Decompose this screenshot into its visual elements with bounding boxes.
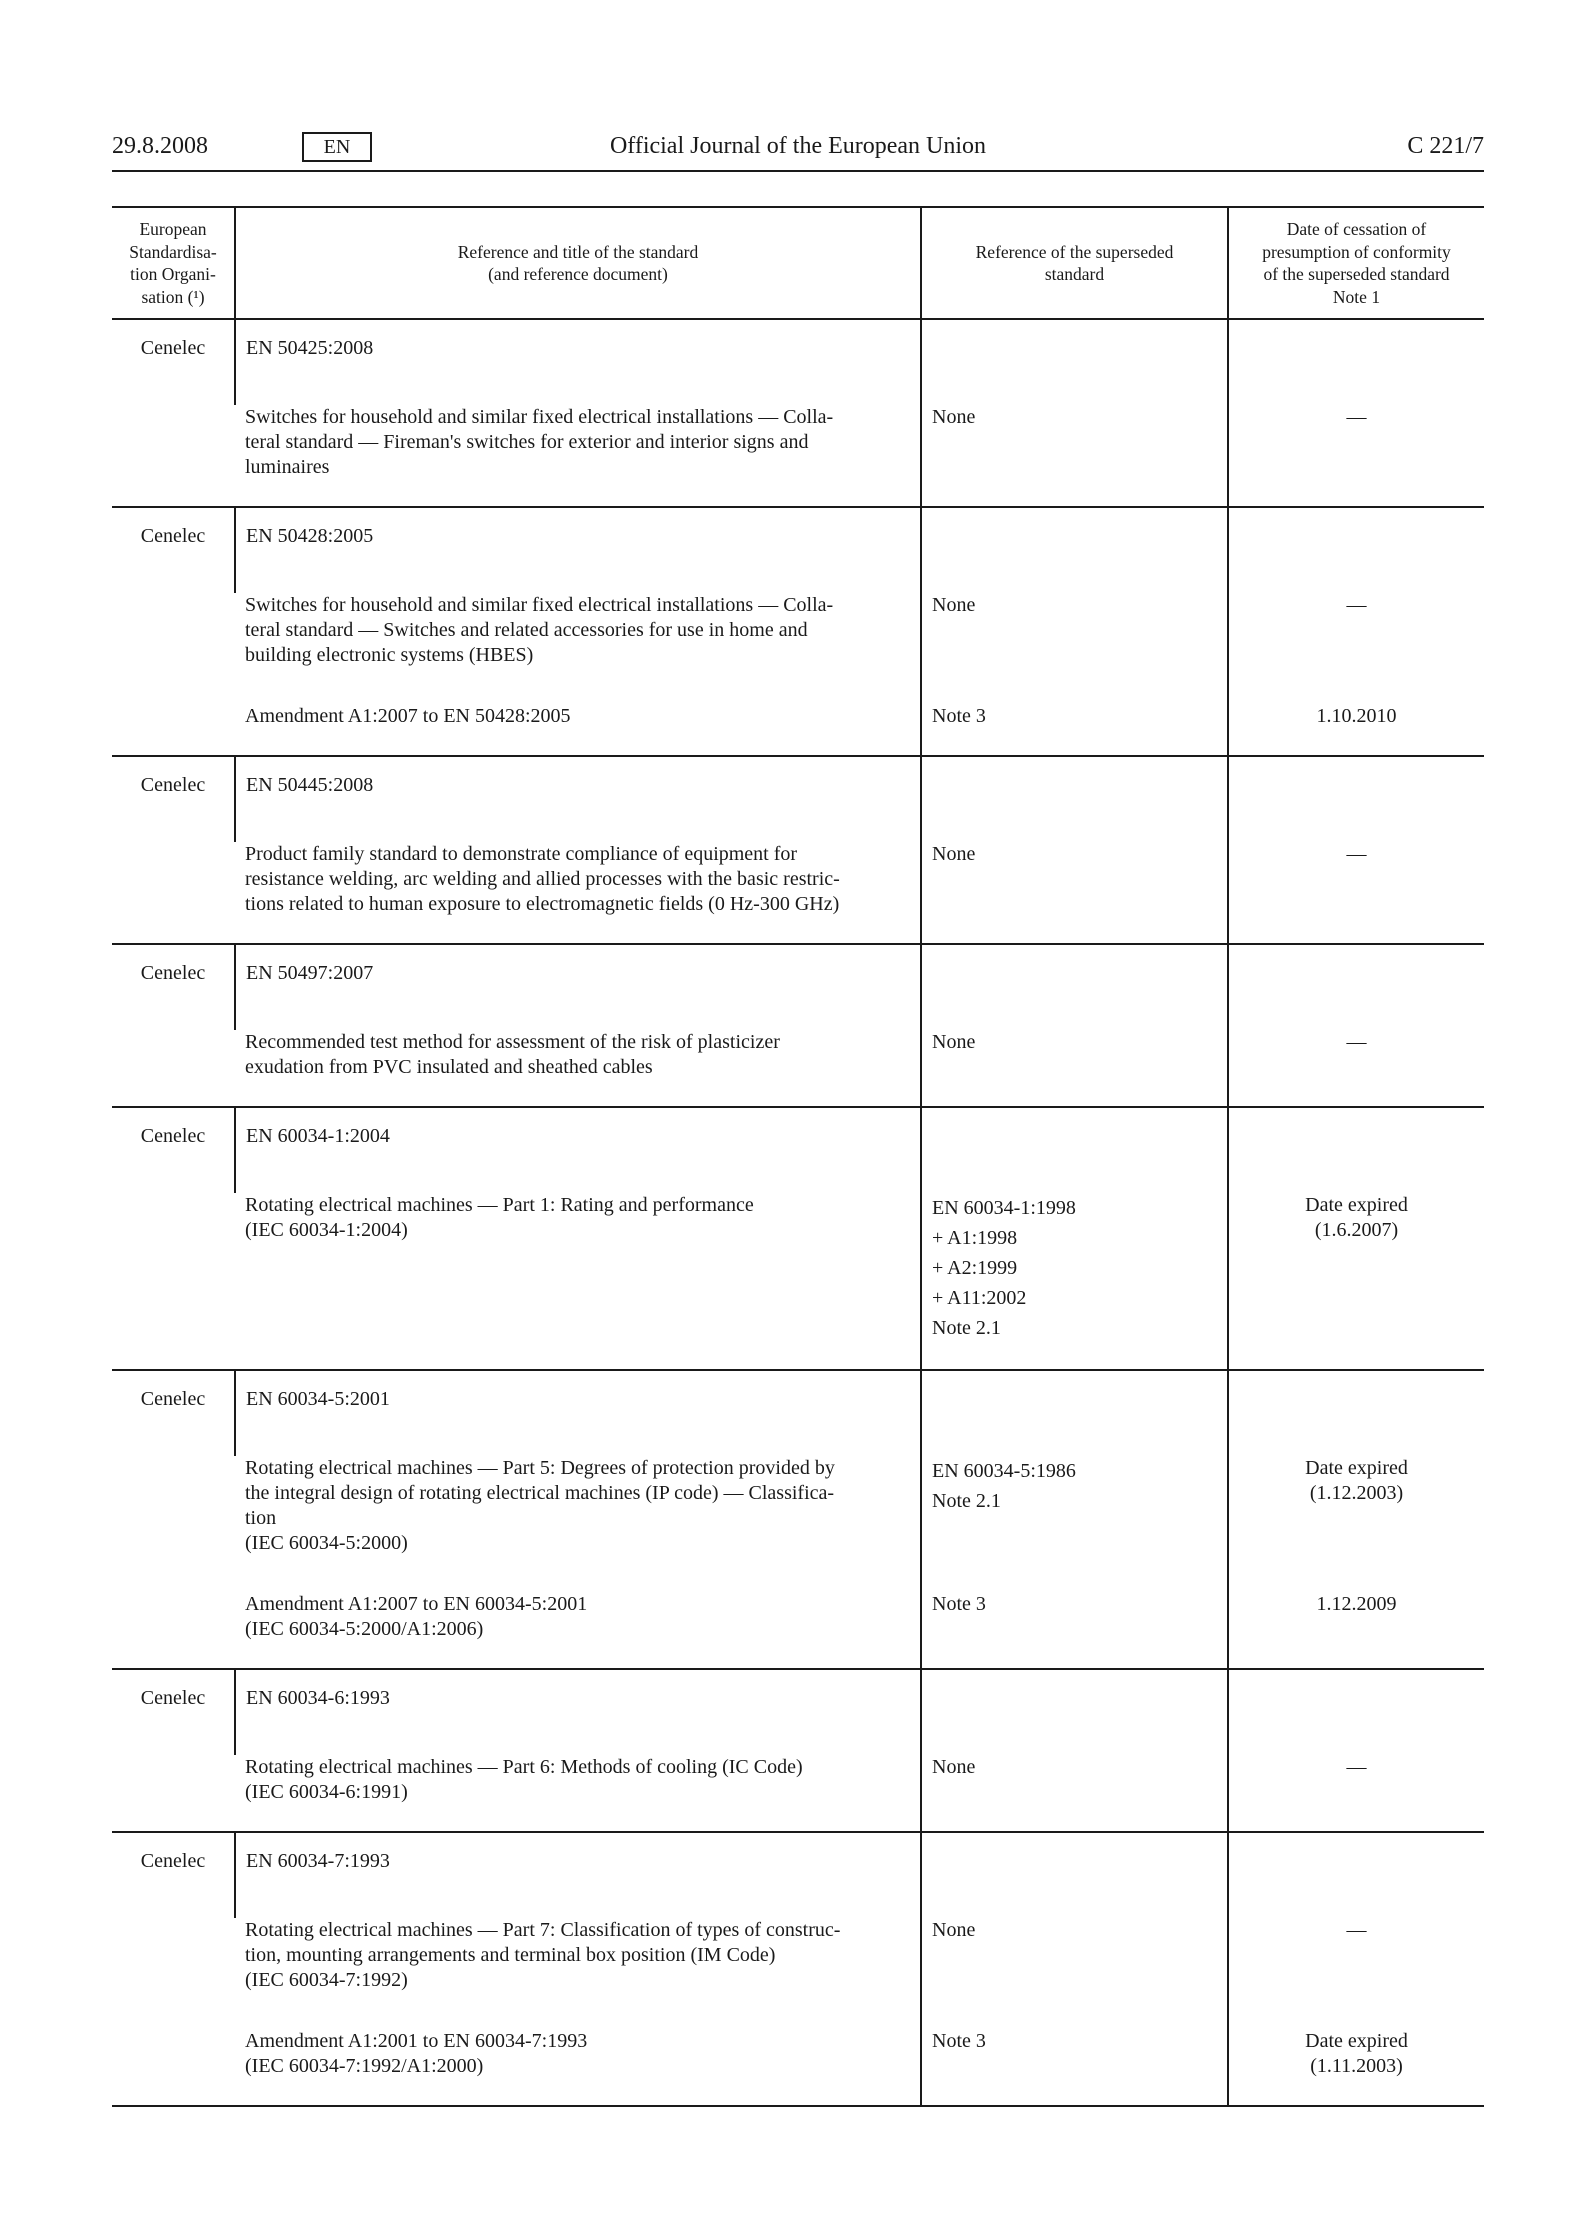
- date-line: —: [1346, 594, 1367, 616]
- empty-cell: [1228, 1669, 1484, 1755]
- organisation-cell: Cenelec: [112, 756, 235, 944]
- standard-reference: EN 50425:2008: [235, 319, 921, 405]
- title-line: (IEC 60034-1:2004): [245, 1219, 408, 1241]
- column-header-lines: Date of cessation of presumption of conformity of the superseded standard Note 1: [1262, 219, 1451, 307]
- superseded-line: Note 3: [932, 1593, 986, 1615]
- column-header-superseded: [921, 207, 1228, 319]
- title-line: exudation from PVC insulated and sheathed cables: [245, 1056, 653, 1078]
- title-line: (IEC 60034-6:1991): [245, 1781, 408, 1803]
- organisation-cell: Cenelec: [112, 507, 235, 756]
- table-row: [112, 1456, 1484, 1592]
- table-row: [112, 1918, 1484, 2029]
- date-line: (1.12.2003): [1309, 1482, 1404, 1504]
- organisation-cell: Cenelec: [112, 1370, 235, 1669]
- column-header-reference: [235, 207, 921, 319]
- table-row: [112, 2029, 1484, 2106]
- empty-cell: [1228, 944, 1484, 1030]
- title-line: Rotating electrical machines — Part 6: Methods of cooling (IC Code): [245, 1756, 803, 1778]
- title-line: Rotating electrical machines — Part 1: Rating and performance: [245, 1194, 754, 1216]
- title-line: Switches for household and similar fixed electrical installations — Colla-: [245, 594, 834, 616]
- empty-cell: [921, 756, 1228, 842]
- superseded-line: None: [932, 1756, 976, 1778]
- running-header: [112, 128, 1484, 168]
- journal-title: Official Journal of the European Union: [609, 133, 987, 159]
- superseded-standard: [921, 1456, 1228, 1592]
- title-line: building electronic systems (HBES): [245, 644, 534, 666]
- standard-title: [235, 1918, 921, 2029]
- empty-cell: [1228, 1832, 1484, 1918]
- organisation-cell: Cenelec: [112, 1107, 235, 1370]
- publication-date: 29.8.2008: [112, 133, 208, 159]
- title-line: luminaires: [245, 456, 330, 478]
- organisation-cell: Cenelec: [112, 1669, 235, 1832]
- empty-cell: [921, 1832, 1228, 1918]
- standard-title: [235, 1592, 921, 1669]
- superseded-standard: [921, 1755, 1228, 1832]
- superseded-standard: [921, 593, 1228, 704]
- table-row: [112, 1193, 1484, 1370]
- table-row: [112, 1592, 1484, 1669]
- date-line: —: [1346, 843, 1367, 865]
- empty-cell: [921, 1107, 1228, 1193]
- title-line: the integral design of rotating electrical machines (IP code) — Classifica-: [245, 1482, 835, 1504]
- standard-reference: EN 60034-1:2004: [235, 1107, 921, 1193]
- table-header-row: [112, 207, 1484, 319]
- cessation-date: [1228, 1456, 1484, 1592]
- title-line: Rotating electrical machines — Part 7: Classification of types of construc-: [245, 1919, 841, 1941]
- cessation-date: [1228, 1918, 1484, 2029]
- title-line: (IEC 60034-5:2000/A1:2006): [245, 1618, 484, 1640]
- standard-reference: EN 50497:2007: [235, 944, 921, 1030]
- superseded-standard: [921, 1592, 1228, 1669]
- table-row: [112, 1370, 1484, 1456]
- superseded-line: None: [932, 406, 976, 428]
- table-body: [112, 319, 1484, 2106]
- table-row: [112, 1030, 1484, 1107]
- superseded-line: + A2:1999: [932, 1257, 1018, 1279]
- cessation-date: [1228, 1755, 1484, 1832]
- organisation-cell: Cenelec: [112, 1832, 235, 2106]
- table-row: [112, 1669, 1484, 1755]
- empty-cell: [921, 944, 1228, 1030]
- column-header-organisation: [112, 207, 235, 319]
- superseded-line: None: [932, 1919, 976, 1941]
- superseded-standard: [921, 2029, 1228, 2106]
- organisation-cell: Cenelec: [112, 319, 235, 507]
- superseded-line: None: [932, 843, 976, 865]
- cessation-date: [1228, 1592, 1484, 1669]
- table-row: [112, 756, 1484, 842]
- language-box: EN: [302, 132, 372, 162]
- empty-cell: [921, 507, 1228, 593]
- empty-cell: [1228, 1107, 1484, 1193]
- empty-cell: [921, 1669, 1228, 1755]
- superseded-line: + A1:1998: [932, 1227, 1018, 1249]
- title-line: (IEC 60034-7:1992): [245, 1969, 408, 1991]
- column-header-lines: European Standardisa- tion Organi- sation (¹): [129, 219, 217, 307]
- title-line: tion, mounting arrangements and terminal box position (IM Code): [245, 1944, 776, 1966]
- table-row: [112, 1755, 1484, 1832]
- table-row: [112, 1832, 1484, 1918]
- table-row: [112, 704, 1484, 756]
- title-line: Switches for household and similar fixed electrical installations — Colla-: [245, 406, 834, 428]
- column-header-cessation-date: [1228, 207, 1484, 319]
- cessation-date: [1228, 842, 1484, 944]
- date-line: —: [1346, 1031, 1367, 1053]
- superseded-line: Note 2.1: [932, 1317, 1001, 1339]
- date-line: (1.6.2007): [1314, 1219, 1399, 1241]
- standard-title: [235, 1755, 921, 1832]
- cessation-date: [1228, 593, 1484, 704]
- column-header-lines: Reference and title of the standard (and reference document): [457, 241, 699, 284]
- cessation-date: [1228, 704, 1484, 756]
- standard-reference: EN 60034-5:2001: [235, 1370, 921, 1456]
- title-line: resistance welding, arc welding and allied processes with the basic restric-: [245, 868, 840, 890]
- superseded-line: None: [932, 594, 976, 616]
- superseded-standard: [921, 1030, 1228, 1107]
- standard-reference: EN 60034-6:1993: [235, 1669, 921, 1755]
- page-number: C 221/7: [1407, 133, 1484, 159]
- table-row: [112, 944, 1484, 1030]
- title-line: (IEC 60034-5:2000): [245, 1532, 408, 1554]
- title-line: tion: [245, 1507, 277, 1529]
- superseded-line: Note 3: [932, 2030, 986, 2052]
- empty-cell: [921, 319, 1228, 405]
- date-line: Date expired: [1305, 1194, 1408, 1216]
- title-line: Recommended test method for assessment of the risk of plasticizer: [245, 1031, 780, 1053]
- title-line: Product family standard to demonstrate compliance of equipment for: [245, 843, 798, 865]
- cessation-date: [1228, 1030, 1484, 1107]
- standard-title: [235, 1456, 921, 1592]
- column-header-lines: Reference of the superseded standard: [975, 241, 1174, 284]
- standards-table: [112, 206, 1484, 2107]
- superseded-standard: [921, 704, 1228, 756]
- table-row: [112, 507, 1484, 593]
- superseded-line: + A11:2002: [932, 1287, 1027, 1309]
- title-line: Amendment A1:2007 to EN 60034-5:2001: [245, 1593, 588, 1615]
- cessation-date: [1228, 1193, 1484, 1370]
- standard-title: [235, 704, 921, 756]
- standard-title: [235, 842, 921, 944]
- empty-cell: [1228, 319, 1484, 405]
- empty-cell: [1228, 756, 1484, 842]
- title-line: Amendment A1:2007 to EN 50428:2005: [245, 705, 571, 727]
- superseded-standard: [921, 405, 1228, 507]
- standard-title: [235, 593, 921, 704]
- date-line: 1.12.2009: [1316, 1593, 1397, 1615]
- date-line: Date expired: [1305, 2030, 1408, 2052]
- date-line: (1.11.2003): [1310, 2055, 1403, 2077]
- standard-title: [235, 1193, 921, 1370]
- title-line: (IEC 60034-7:1992/A1:2000): [245, 2055, 484, 2077]
- table-row: [112, 842, 1484, 944]
- empty-cell: [1228, 1370, 1484, 1456]
- standard-reference: EN 50445:2008: [235, 756, 921, 842]
- superseded-line: Note 2.1: [932, 1490, 1001, 1512]
- date-line: —: [1346, 1919, 1367, 1941]
- superseded-line: Note 3: [932, 705, 986, 727]
- table-row: [112, 405, 1484, 507]
- superseded-standard: [921, 1918, 1228, 2029]
- superseded-line: None: [932, 1031, 976, 1053]
- standard-title: [235, 2029, 921, 2106]
- superseded-standard: [921, 842, 1228, 944]
- table-row: [112, 1107, 1484, 1193]
- header-rule: [112, 170, 1484, 172]
- empty-cell: [1228, 507, 1484, 593]
- standard-title: [235, 1030, 921, 1107]
- title-line: teral standard — Switches and related accessories for use in home and: [245, 619, 808, 641]
- standard-title: [235, 405, 921, 507]
- table-row: [112, 593, 1484, 704]
- title-line: Rotating electrical machines — Part 5: Degrees of protection provided by: [245, 1457, 835, 1479]
- cessation-date: [1228, 2029, 1484, 2106]
- standard-reference: EN 60034-7:1993: [235, 1832, 921, 1918]
- date-line: —: [1346, 1756, 1367, 1778]
- standard-reference: EN 50428:2005: [235, 507, 921, 593]
- date-line: 1.10.2010: [1316, 705, 1397, 727]
- title-line: tions related to human exposure to electromagnetic fields (0 Hz-300 GHz): [245, 893, 840, 915]
- title-line: teral standard — Fireman's switches for exterior and interior signs and: [245, 431, 809, 453]
- title-line: Amendment A1:2001 to EN 60034-7:1993: [245, 2030, 588, 2052]
- date-line: Date expired: [1305, 1457, 1408, 1479]
- superseded-standard: [921, 1193, 1228, 1370]
- empty-cell: [921, 1370, 1228, 1456]
- date-line: —: [1346, 406, 1367, 428]
- cessation-date: [1228, 405, 1484, 507]
- table-row: [112, 319, 1484, 405]
- superseded-line: EN 60034-1:1998: [932, 1197, 1076, 1219]
- organisation-cell: Cenelec: [112, 944, 235, 1107]
- superseded-line: EN 60034-5:1986: [932, 1460, 1076, 1482]
